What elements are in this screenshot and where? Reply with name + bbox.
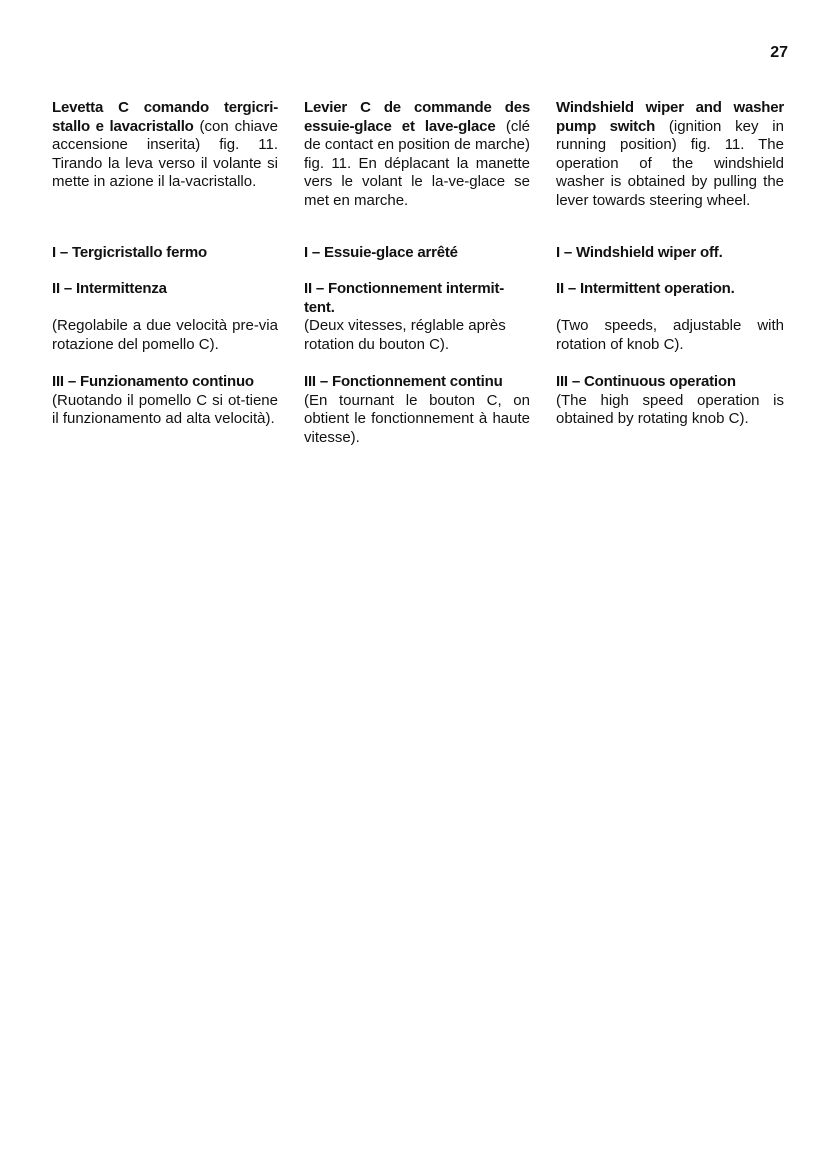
position-3-title-english: III – Continuous operation [556, 373, 736, 390]
position-3-paragraph-french [304, 373, 530, 447]
position-3-text-french: (En tournant le bouton C, on obtient le fonctionnement à haute vitesse). [304, 391, 530, 446]
position-3-text-english: (The high speed operation is obtained by rotating knob C). [556, 391, 784, 427]
intro-text-english: (ignition key in running position) fig. 11. The operation of the windshield washer is obtained by pulling the lever towards steering wheel. [556, 117, 784, 209]
position-3-title-french: III – Fonctionnement continu [304, 373, 503, 390]
position-2-title-english: II – Intermittent operation. [556, 280, 735, 297]
intro-text-french: (clé de contact en position de marche) fig. 11. En déplacant la manette vers le volant le la-ve-glace se met en marche. [304, 117, 531, 209]
intro-paragraph-english [556, 99, 784, 210]
position-1-title-italian: I – Tergicristallo fermo [52, 244, 207, 261]
intro-paragraph-french [304, 99, 530, 210]
intro-paragraph-italian [52, 99, 278, 192]
position-1-title-french: I – Essuie-glace arrêté [304, 244, 458, 261]
position-2-text-english: (Two speeds, adjustable with rotation of knob C). [556, 317, 784, 353]
position-2-title-italian: II – Intermittenza [52, 280, 167, 297]
position-3-paragraph-italian [52, 373, 278, 429]
position-3-text-italian: (Ruotando il pomello C si ot-tiene il funzionamento ad alta velocità). [52, 391, 278, 427]
position-3-title-italian: III – Funzionamento continuo [52, 373, 254, 390]
position-2-text-french: (Deux vitesses, réglable après rotation du bouton C). [304, 317, 506, 353]
intro-text-italian: (con chiave accensione inserita) fig. 11. Tirando la leva verso il volante si mette in azione il la-vacristallo. [52, 117, 278, 190]
position-2-title-french: II – Fonctionnement intermit-tent. [304, 280, 505, 316]
intro-title-french: Levier C de commande des essuie-glace et lave-glace [304, 99, 530, 135]
position-1-title-english: I – Windshield wiper off. [556, 244, 723, 261]
intro-title-italian: Levetta C comando tergicri-stallo e lavacristallo [52, 99, 278, 135]
position-3-paragraph-english [556, 373, 784, 429]
position-2-text-italian: (Regolabile a due velocità pre-via rotazione del pomello C). [52, 317, 278, 353]
page-number: 27 [770, 44, 788, 61]
intro-title-english: Windshield wiper and washer pump switch [556, 99, 784, 135]
